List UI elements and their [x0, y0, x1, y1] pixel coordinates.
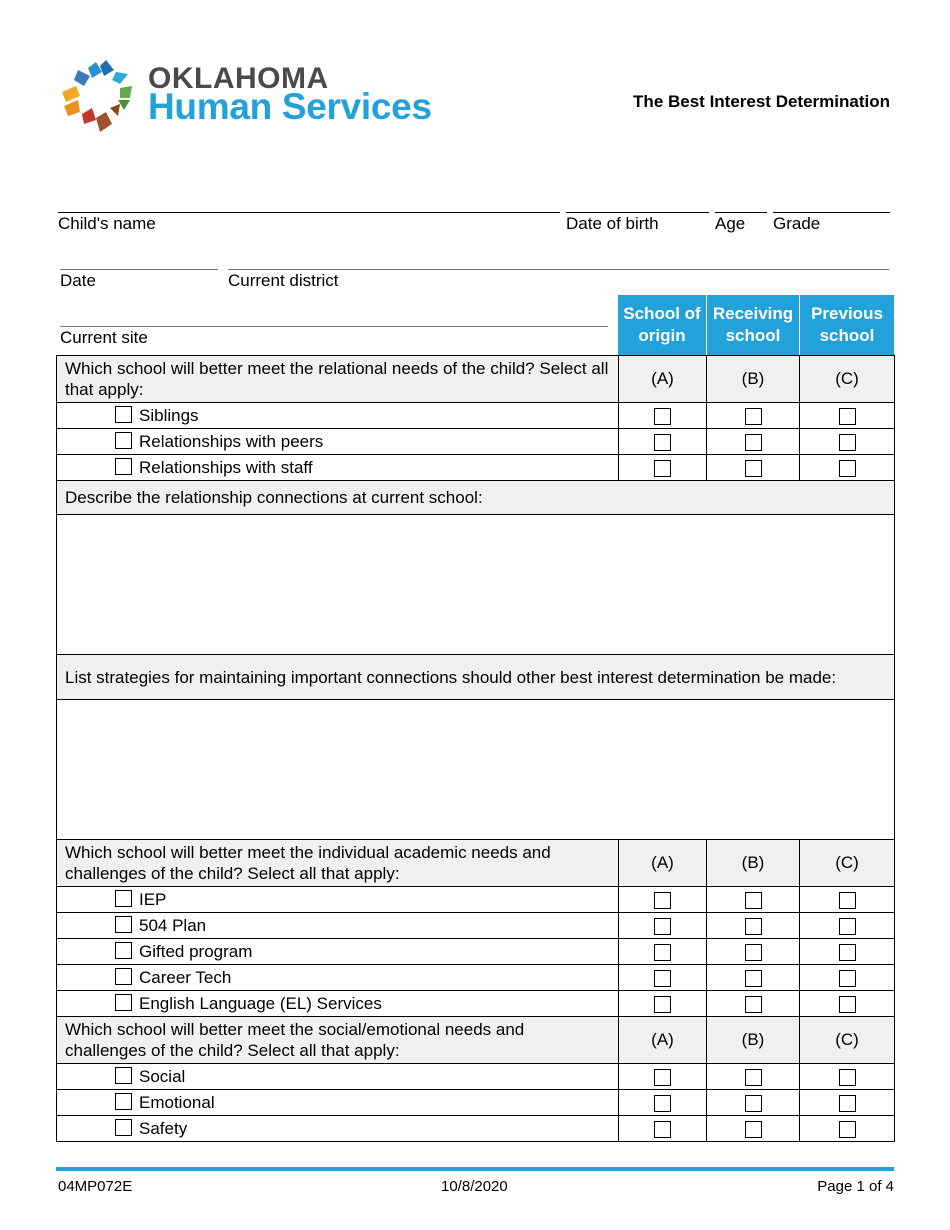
- iep-origin-checkbox[interactable]: [654, 892, 671, 909]
- page-number: Page 1 of 4: [817, 1178, 894, 1195]
- 504-plan-checkbox[interactable]: [115, 916, 132, 933]
- strategies-answer-row: [57, 700, 895, 840]
- relational-question-row: [57, 356, 895, 403]
- safety-origin-checkbox[interactable]: [654, 1121, 671, 1138]
- 504-previous-checkbox[interactable]: [839, 918, 856, 935]
- child-name-field[interactable]: Child's name: [58, 212, 560, 234]
- siblings-checkbox[interactable]: [115, 406, 132, 423]
- logo-wordmark-top: OKLAHOMA: [148, 62, 329, 95]
- form-number: 04MP072E: [58, 1178, 133, 1195]
- peers-checkbox[interactable]: [115, 432, 132, 449]
- revision-date: 10/8/2020: [441, 1178, 508, 1195]
- column-label-a: (A): [619, 1017, 707, 1064]
- table-row: [57, 913, 895, 939]
- el-origin-checkbox[interactable]: [654, 996, 671, 1013]
- column-label-c: (C): [800, 356, 895, 403]
- iep-previous-checkbox[interactable]: [839, 892, 856, 909]
- staff-checkbox[interactable]: [115, 458, 132, 475]
- option-label: Gifted program: [139, 941, 253, 961]
- career-tech-previous-checkbox[interactable]: [839, 970, 856, 987]
- table-row: [57, 887, 895, 913]
- date-of-birth-field[interactable]: Date of birth: [566, 212, 709, 234]
- strategies-prompt: List strategies for maintaining important connections should other best interest determination be made:: [57, 655, 895, 700]
- column-label-b: (B): [707, 840, 800, 887]
- option-label: Emotional: [139, 1092, 215, 1112]
- table-row: [57, 1116, 895, 1142]
- current-site-field[interactable]: Current site: [60, 326, 608, 348]
- table-row: [57, 1064, 895, 1090]
- career-tech-origin-checkbox[interactable]: [654, 970, 671, 987]
- safety-previous-checkbox[interactable]: [839, 1121, 856, 1138]
- table-row: [57, 939, 895, 965]
- academic-question-row: [57, 840, 895, 887]
- table-row: [57, 403, 895, 429]
- option-label: IEP: [139, 889, 167, 909]
- option-label: 504 Plan: [139, 915, 207, 935]
- social-origin-checkbox[interactable]: [654, 1069, 671, 1086]
- option-label: Social: [139, 1066, 186, 1086]
- table-row: [57, 965, 895, 991]
- peers-origin-checkbox[interactable]: [654, 434, 671, 451]
- emotional-previous-checkbox[interactable]: [839, 1095, 856, 1112]
- social-emotional-question: Which school will better meet the social/emotional needs and challenges of the child? Select all that apply:: [57, 1017, 619, 1064]
- iep-receiving-checkbox[interactable]: [745, 892, 762, 909]
- option-label: Career Tech: [139, 967, 232, 987]
- siblings-receiving-checkbox[interactable]: [745, 408, 762, 425]
- column-label-b: (B): [707, 1017, 800, 1064]
- gifted-receiving-checkbox[interactable]: [745, 944, 762, 961]
- academic-question: Which school will better meet the individual academic needs and challenges of the child? Select all that apply:: [57, 840, 619, 887]
- el-receiving-checkbox[interactable]: [745, 996, 762, 1013]
- option-label: Safety: [139, 1118, 188, 1138]
- column-header-previous-school: Previous school: [800, 295, 894, 355]
- safety-receiving-checkbox[interactable]: [745, 1121, 762, 1138]
- column-label-c: (C): [800, 840, 895, 887]
- footer-divider: [56, 1167, 894, 1171]
- gifted-previous-checkbox[interactable]: [839, 944, 856, 961]
- social-question-row: [57, 1017, 895, 1064]
- column-label-b: (B): [707, 356, 800, 403]
- logo-wordmark-bottom: Human Services: [148, 86, 432, 127]
- describe-prompt-row: [57, 481, 895, 515]
- table-row: [57, 1090, 895, 1116]
- strategies-prompt-row: [57, 655, 895, 700]
- table-row: [57, 455, 895, 481]
- emotional-checkbox[interactable]: [115, 1093, 132, 1110]
- determination-table: [56, 355, 895, 1142]
- star-logo-icon: [58, 58, 144, 140]
- column-label-a: (A): [619, 840, 707, 887]
- column-label-a: (A): [619, 356, 707, 403]
- option-label: Relationships with staff: [139, 457, 313, 477]
- staff-origin-checkbox[interactable]: [654, 460, 671, 477]
- describe-connections-prompt: Describe the relationship connections at current school:: [57, 481, 895, 515]
- siblings-origin-checkbox[interactable]: [654, 408, 671, 425]
- option-label: English Language (EL) Services: [139, 993, 382, 1013]
- el-previous-checkbox[interactable]: [839, 996, 856, 1013]
- option-label: Relationships with peers: [139, 431, 324, 451]
- safety-checkbox[interactable]: [115, 1119, 132, 1136]
- gifted-origin-checkbox[interactable]: [654, 944, 671, 961]
- social-checkbox[interactable]: [115, 1067, 132, 1084]
- column-header-school-of-origin: School of origin: [618, 295, 706, 355]
- iep-checkbox[interactable]: [115, 890, 132, 907]
- social-receiving-checkbox[interactable]: [745, 1069, 762, 1086]
- siblings-previous-checkbox[interactable]: [839, 408, 856, 425]
- agency-logo: [58, 58, 438, 140]
- grade-field[interactable]: Grade: [773, 212, 890, 234]
- table-row: [57, 991, 895, 1017]
- 504-origin-checkbox[interactable]: [654, 918, 671, 935]
- current-district-field[interactable]: Current district: [228, 269, 889, 291]
- career-tech-checkbox[interactable]: [115, 968, 132, 985]
- column-label-c: (C): [800, 1017, 895, 1064]
- peers-receiving-checkbox[interactable]: [745, 434, 762, 451]
- emotional-receiving-checkbox[interactable]: [745, 1095, 762, 1112]
- staff-previous-checkbox[interactable]: [839, 460, 856, 477]
- date-field[interactable]: Date: [60, 269, 218, 291]
- table-row: [57, 429, 895, 455]
- describe-answer-row: [57, 515, 895, 655]
- strategies-textarea[interactable]: [57, 700, 895, 840]
- gifted-checkbox[interactable]: [115, 942, 132, 959]
- emotional-origin-checkbox[interactable]: [654, 1095, 671, 1112]
- column-header-receiving-school: Receiving school: [707, 295, 799, 355]
- el-services-checkbox[interactable]: [115, 994, 132, 1011]
- document-title: The Best Interest Determination: [633, 92, 890, 111]
- 504-receiving-checkbox[interactable]: [745, 918, 762, 935]
- peers-previous-checkbox[interactable]: [839, 434, 856, 451]
- social-previous-checkbox[interactable]: [839, 1069, 856, 1086]
- option-label: Siblings: [139, 405, 199, 425]
- describe-connections-textarea[interactable]: [57, 515, 895, 655]
- staff-receiving-checkbox[interactable]: [745, 460, 762, 477]
- age-field[interactable]: Age: [715, 212, 767, 234]
- relational-question: Which school will better meet the relational needs of the child? Select all that apply:: [57, 356, 619, 403]
- career-tech-receiving-checkbox[interactable]: [745, 970, 762, 987]
